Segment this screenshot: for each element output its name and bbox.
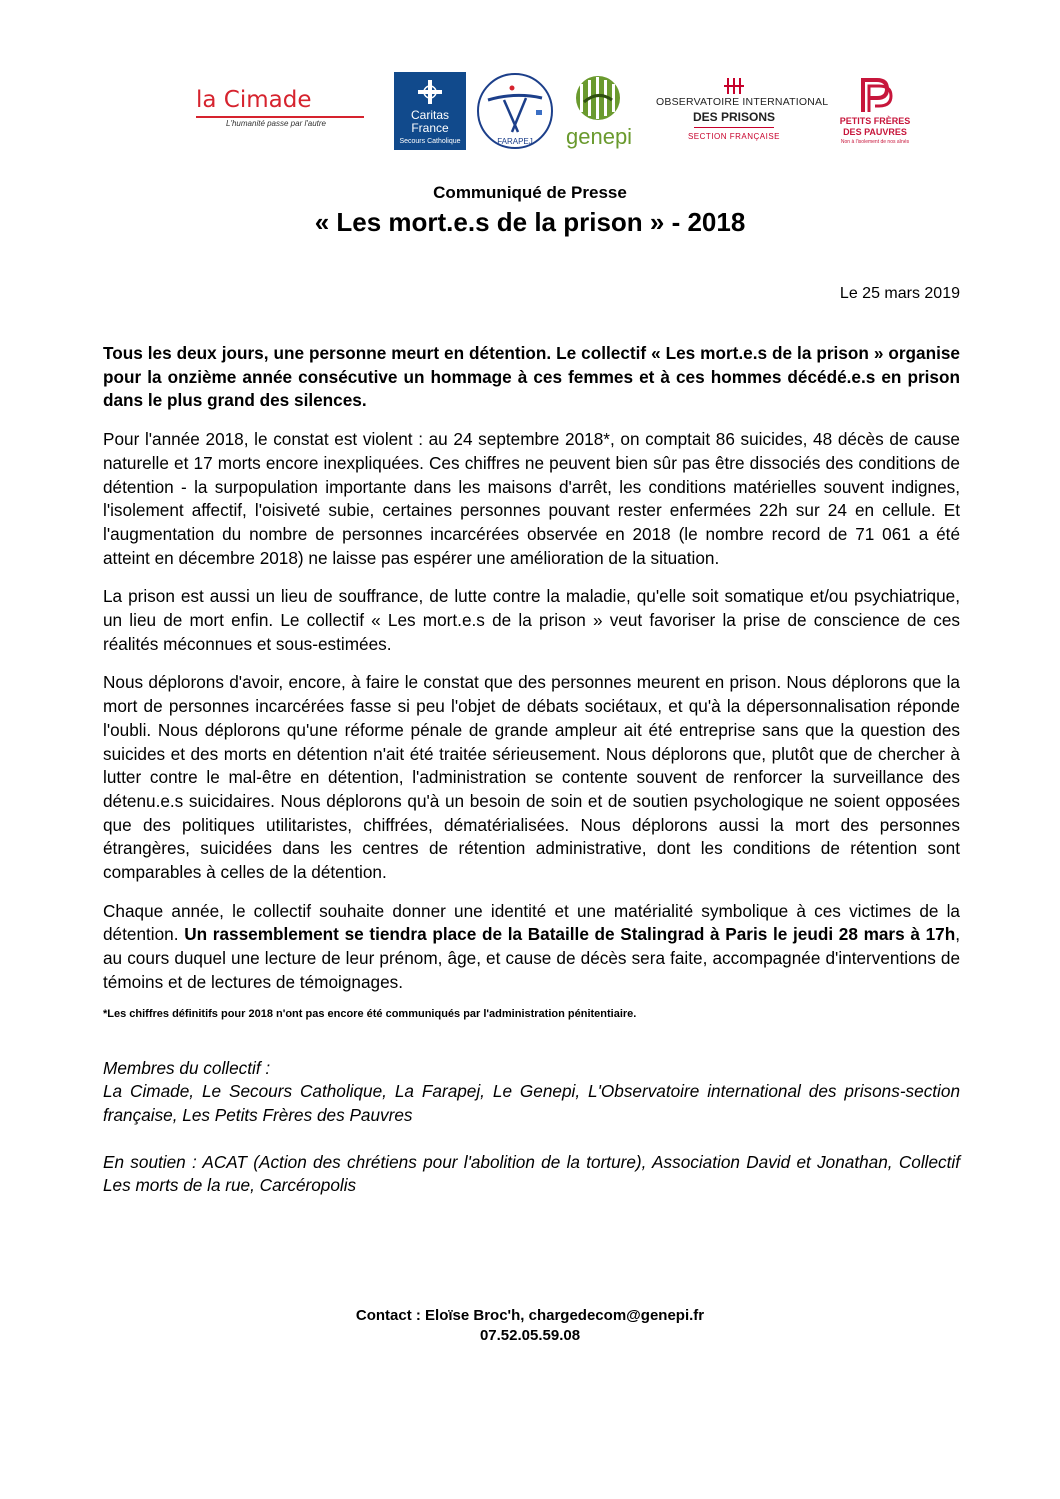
farapej-logo [474, 70, 556, 152]
caritas-cross-icon [416, 78, 444, 106]
petits-freres-line2: DES PAUVRES [843, 127, 907, 137]
caritas-line3: Secours Catholique [399, 138, 461, 145]
document-header [0, 182, 1060, 238]
paragraph-1: Pour l'année 2018, le constat est violent : au 24 septembre 2018*, on comptait 86 suicides, 48 décès de cause naturelle et 17 morts encore inexpliquées. Ces chiffres ne peuvent bien sûr pas être dissociés des conditions de détention - la surpopulation importante dans les maisons d'arrêt, les conditions matérielles souvent indignes, l'isolement affectif, l'oisiveté subie, certaines personnes pouvant rester enfermées 22h sur 24 en cellule. Et l'augmentation du nombre de personnes incarcérées observée en 2018 (le nombre record de 71 061 a été atteint en décembre 2018) ne laisse pas espérer une amélioration de la situation. [103, 429, 960, 568]
farapej-emblem-icon [474, 70, 556, 152]
oip-rule [694, 127, 774, 128]
genepi-emblem-icon [566, 72, 630, 124]
caritas-france-logo [394, 72, 466, 150]
petits-freres-line1: PETITS FRÈRES [839, 116, 911, 126]
caritas-line2: France [411, 121, 449, 135]
caritas-line1: Caritas [410, 108, 449, 122]
paragraph-3: Nous déplorons d'avoir, encore, à faire le constat que des personnes meurent en prison. Nous déplorons que la mort de personnes incarcérées fasse si peu l'objet de débats sociétaux, et qu'à la dépersonnalisation réponde l'oubli. Nous déplorons qu'une réforme pénale de grande ampleur ait été entreprise sans que la question des suicides et des morts en détention n'ait été traitée sérieusement. Nous déplorons que, plutôt que de chercher à lutter contre le mal-être en détention, l'administration se contente souvent de renforcer la surveillance des détenu.e.s suicidaires. Nous déplorons qu'à un besoin de soin et de soutien psychologique ne soient opposées que des politiques utilitaristes, chiffrées, dématérialisées. Nous déplorons aussi la mort des personnes étrangères, suicidées dans les centres de rétention administrative, dont les conditions de rétention sont comparables à celles de la détention. [103, 672, 960, 883]
footnote: *Les chiffres définitifs pour 2018 n'ont pas encore été communiqués par l'administration pénitentiaire. [103, 1007, 637, 1020]
paragraph-4-start: Chaque année, le collectif souhaite donner une identité et une matérialité symbolique à ces victimes de la détention. [103, 900, 960, 945]
partner-logos [0, 68, 1060, 158]
petits-freres-emblem-icon [855, 76, 895, 114]
contact-phone: 07.52.05.59.08 [479, 1327, 581, 1344]
la-cimade-logo [196, 88, 366, 128]
farapej-name: FARAPEJ [497, 137, 533, 146]
paragraph-4-event: Un rassemblement se tiendra place de la Bataille de Stalingrad à Paris le jeudi 28 mars à 17h [184, 924, 956, 945]
members-block [103, 1057, 960, 1128]
document-date: Le 25 mars 2019 [839, 285, 960, 302]
contact-block [0, 1306, 1060, 1346]
members-section [103, 1057, 960, 1199]
members-list: La Cimade, Le Secours Catholique, La Farapej, Le Genepi, L'Observatoire international des prisons-section française, Les Petits Frères des Pauvres [103, 1081, 960, 1125]
paragraph-4-end: , au cours duquel une lecture de leur prénom, âge, et cause de décès sera faite, accompagnée d'interventions de témoins et de lectures de témoignages. [103, 924, 960, 992]
paragraph-2: La prison est aussi un lieu de souffrance, de lutte contre la maladie, qu'elle soit somatique et/ou psychiatrique, un lieu de mort enfin. Le collectif « Les mort.e.s de la prison » veut favoriser la prise de conscience de ces réalités méconnues et sous-estimées. [103, 586, 960, 654]
la-cimade-tagline: L'humanité passe par l'autre [226, 119, 327, 128]
la-cimade-name: la Cimade [196, 87, 312, 113]
document-title: « Les mort.e.s de la prison » - 2018 [314, 207, 746, 237]
oip-logo [656, 74, 829, 148]
document-kicker: Communiqué de Presse [433, 183, 627, 202]
oip-line3: SECTION FRANÇAISE [687, 132, 781, 141]
members-heading: Membres du collectif : [103, 1057, 271, 1078]
genepi-logo [566, 72, 633, 152]
oip-line1: OBSERVATOIRE INTERNATIONAL [656, 96, 829, 108]
petits-freres-logo [830, 76, 920, 152]
paragraph-4 [103, 900, 960, 995]
oip-line2: DES PRISONS [692, 110, 776, 124]
lead-paragraph: Tous les deux jours, une personne meurt en détention. Le collectif « Les mort.e.s de la prison » organise pour la onzième année consécutive un hommage à ces femmes et à ces hommes décédé.e.s en prison dans le plus grand des silences. [103, 343, 960, 411]
genepi-name: genepi [566, 124, 633, 149]
support-list: En soutien : ACAT (Action des chrétiens pour l'abolition de la torture), Association David et Jonathan, Collectif Les morts de la rue, Carcéropolis [103, 1151, 960, 1196]
petits-freres-line3: Non à l'isolement de nos aînés [840, 139, 910, 145]
oip-bars-icon [724, 78, 744, 94]
la-cimade-underline [196, 116, 364, 118]
contact-line: Contact : Eloïse Broc'h, chargedecom@genepi.fr [355, 1307, 705, 1324]
document-body [103, 342, 960, 1221]
